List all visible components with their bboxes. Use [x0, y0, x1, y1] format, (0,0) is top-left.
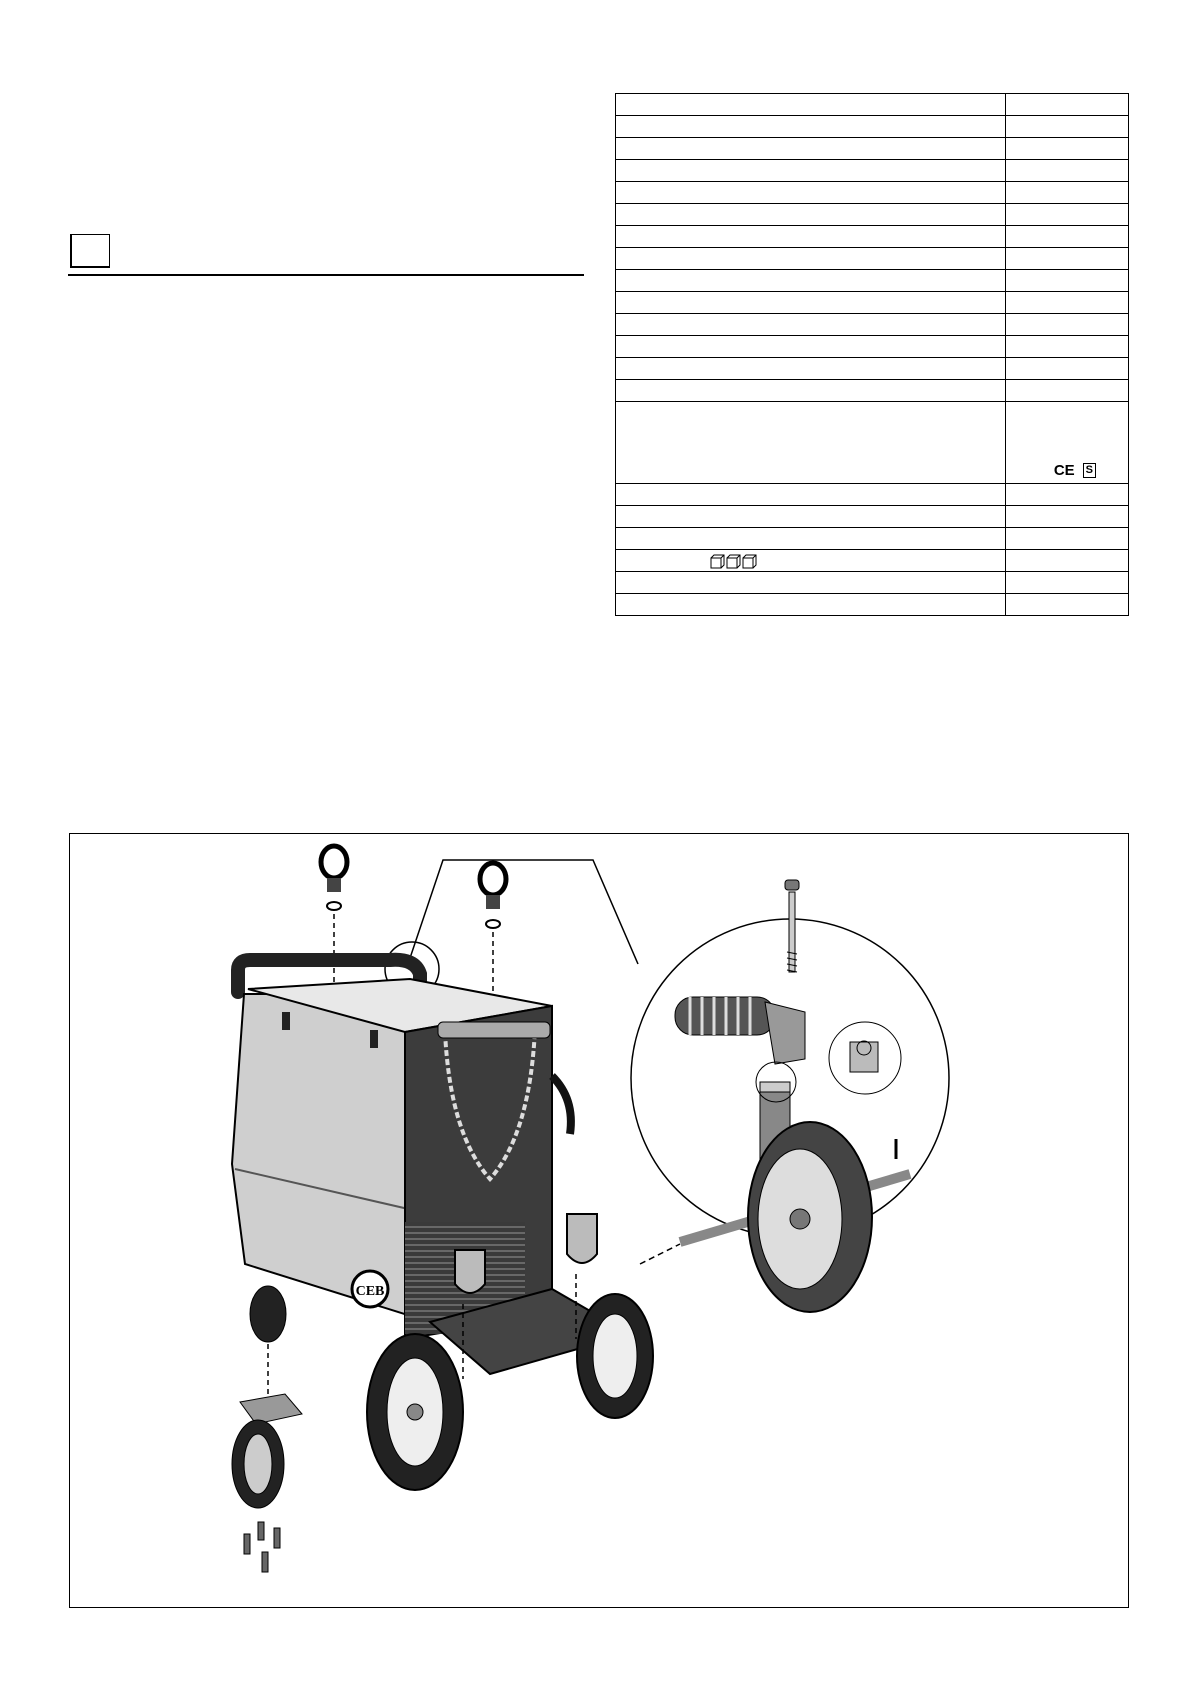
cube-icon [726, 554, 741, 569]
spec-row [616, 358, 1129, 380]
spec-value-cell [1006, 550, 1129, 572]
screws [244, 1522, 280, 1572]
spec-label-cell [616, 336, 1006, 358]
ce-mark: CE [1053, 462, 1075, 479]
spec-row [616, 484, 1129, 506]
spec-row [616, 528, 1129, 550]
assembly-figure [69, 833, 1129, 1608]
spec-table [615, 93, 1129, 616]
spec-label-cell [616, 204, 1006, 226]
caster-wheel [232, 1394, 302, 1508]
spec-value-cell [1006, 484, 1129, 506]
spec-value-cell [1006, 182, 1129, 204]
eye-bolt-right [480, 863, 506, 1008]
spec-label-cell [616, 292, 1006, 314]
spec-value-cell [1006, 292, 1129, 314]
spec-label-cell [616, 138, 1006, 160]
spec-value-cell [1006, 138, 1129, 160]
spec-value-cell [1006, 528, 1129, 550]
spec-label-cell [616, 160, 1006, 182]
spec-row [616, 506, 1129, 528]
spec-row [616, 292, 1129, 314]
spec-row [616, 402, 1129, 484]
spec-row [616, 160, 1129, 182]
spec-label-cell [616, 182, 1006, 204]
spec-value-cell [1006, 226, 1129, 248]
spec-row [616, 572, 1129, 594]
spec-label-cell [616, 314, 1006, 336]
spec-value-cell [1006, 594, 1129, 616]
spec-label-cell [616, 528, 1006, 550]
spec-row [616, 204, 1129, 226]
spec-value-cell [1006, 380, 1129, 402]
spec-row [616, 226, 1129, 248]
section-header [68, 234, 584, 276]
spec-row [616, 138, 1129, 160]
spec-row [616, 594, 1129, 616]
ip-rating-cube-icons [710, 554, 757, 569]
spec-row [616, 182, 1129, 204]
spec-label-cell [616, 380, 1006, 402]
cube-icon [710, 554, 725, 569]
spec-label-cell [616, 506, 1006, 528]
spec-value-cell [1006, 572, 1129, 594]
spec-label-cell [616, 402, 1006, 484]
brand-logo: CEB [355, 1284, 385, 1299]
spec-label-cell [616, 358, 1006, 380]
spec-label-cell [616, 270, 1006, 292]
spec-row [616, 248, 1129, 270]
spec-value-cell [1006, 402, 1129, 484]
spec-value-cell [1006, 506, 1129, 528]
spec-row [616, 314, 1129, 336]
spec-row [616, 116, 1129, 138]
spec-label-cell [616, 550, 1006, 572]
spec-label-cell [616, 226, 1006, 248]
spec-row [616, 270, 1129, 292]
spec-value-cell [1006, 204, 1129, 226]
spec-value-cell [1006, 94, 1129, 116]
spec-label-cell [616, 484, 1006, 506]
spec-value-cell [1006, 248, 1129, 270]
spec-label-cell [616, 94, 1006, 116]
detail-callout-lines [408, 860, 638, 964]
spec-label-cell [616, 116, 1006, 138]
spec-row [616, 94, 1129, 116]
assembly-illustration [70, 834, 1130, 1609]
spec-value-cell [1006, 358, 1129, 380]
spec-label-cell [616, 248, 1006, 270]
s-mark: S [1083, 463, 1096, 478]
spec-value-cell [1006, 270, 1129, 292]
spec-row [616, 380, 1129, 402]
spec-row [616, 336, 1129, 358]
spec-row [616, 550, 1129, 572]
certification-marks [1054, 462, 1096, 479]
section-number-box [70, 234, 110, 268]
spec-label-cell [616, 572, 1006, 594]
spec-value-cell [1006, 160, 1129, 182]
spec-label-cell [616, 594, 1006, 616]
section-underline [68, 274, 584, 276]
spec-value-cell [1006, 336, 1129, 358]
cube-icon [742, 554, 757, 569]
spec-value-cell [1006, 116, 1129, 138]
spec-value-cell [1006, 314, 1129, 336]
